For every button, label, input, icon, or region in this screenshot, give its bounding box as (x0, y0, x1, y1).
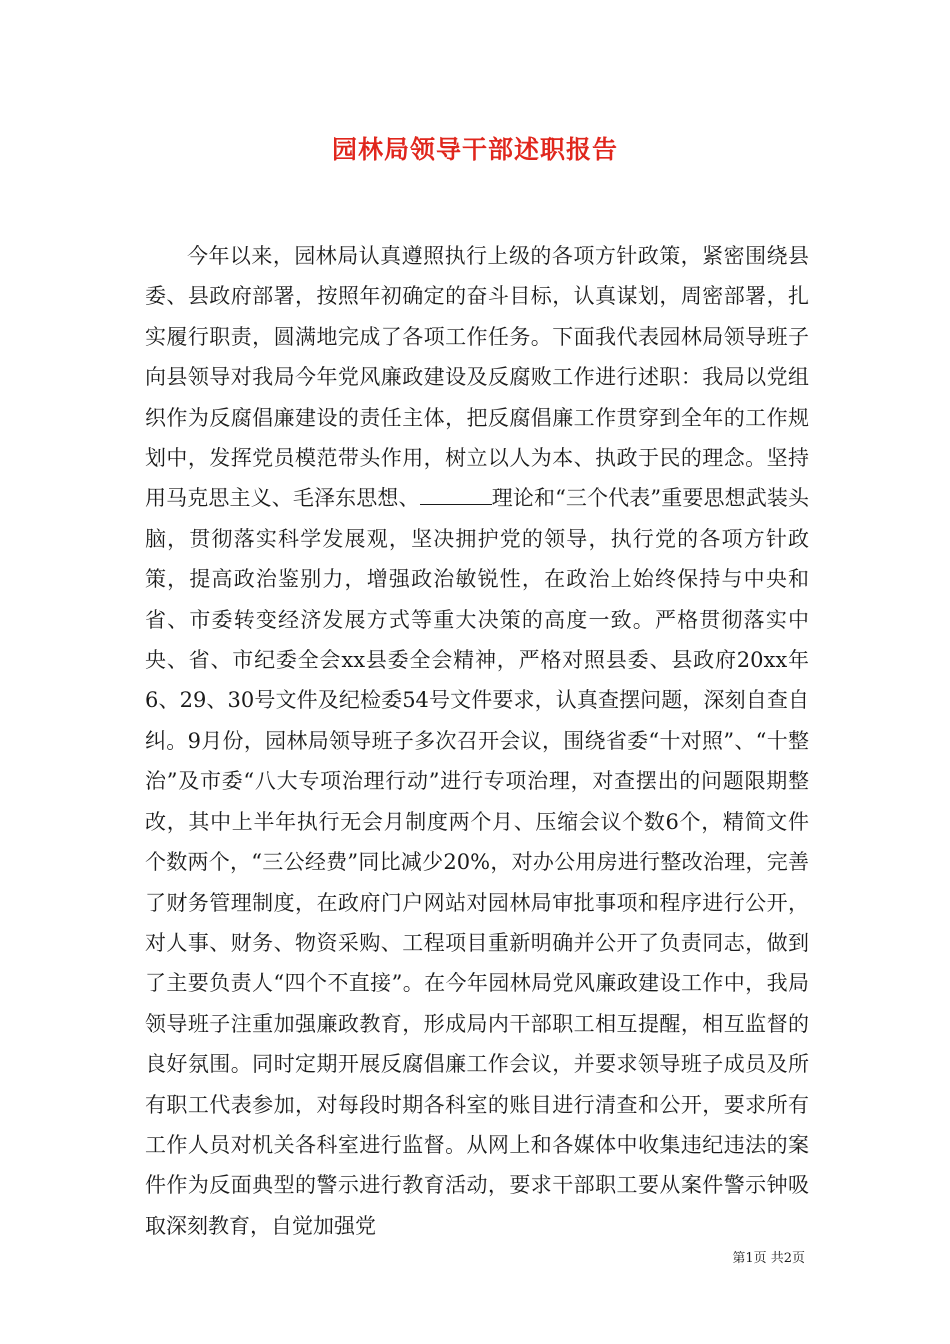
page-number: 第1页 共2页 (732, 1251, 805, 1266)
fill-in-blank (420, 486, 492, 505)
paragraph-text-part2: 理论和“三个代表”重要思想武装头脑，贯彻落实科学发展观，坚决拥护党的领导，执行党的各项方针政策，提高政治鉴别力，增强政治敏锐性，在政治上始终保持与中央和省、市委转变经济发展方式等重大决策的高度一致。严格贯彻落实中央、省、市纪委全会xx县委全会精神，严格对照县委、县政府20xx年6、29、30号文件及纪检委54号文件要求，认真查摆问题，深刻自查自纠。9月份，园林局领导班子多次召开会议，围绕省委“十对照”、“十整治”及市委“八大专项治理行动”进行专项治理，对查摆出的问题限期整改，其中上半年执行无会月制度两个月、压缩会议个数6个，精简文件个数两个，“三公经费”同比减少20%，对办公用房进行整改治理，完善了财务管理制度，在政府门户网站对园林局审批事项和程序进行公开，对人事、财务、物资采购、工程项目重新明确并公开了负责同志，做到了主要负责人“四个不直接”。在今年园林局党风廉政建设工作中，我局领导班子注重加强廉政教育，形成局内干部职工相互提醒，相互监督的良好氛围。同时定期开展反腐倡廉工作会议，并要求领导班子成员及所有职工代表参加，对每段时期各科室的账目进行清查和公开，要求所有工作人员对机关各科室进行监督。从网上和各媒体中收集违纪违法的案件作为反面典型的警示进行教育活动，要求干部职工要从案件警示钟吸取深刻教育，自觉加强党 (145, 486, 809, 1238)
body-paragraph (145, 236, 809, 1246)
paragraph-text-part1: 今年以来，园林局认真遵照执行上级的各项方针政策，紧密围绕县委、县政府部署，按照年初确定的奋斗目标，认真谋划，周密部署，扎实履行职责，圆满地完成了各项工作任务。下面我代表园林局领导班子向县领导对我局今年党风廉政建设及反腐败工作进行述职：我局以党组织作为反腐倡廉建设的责任主体，把反腐倡廉工作贯穿到全年的工作规划中，发挥党员模范带头作用，树立以人为本、执政于民的理念。坚持用马克思主义、毛泽东思想、 (145, 244, 809, 511)
document-title: 园林局领导干部述职报告 (331, 135, 618, 164)
